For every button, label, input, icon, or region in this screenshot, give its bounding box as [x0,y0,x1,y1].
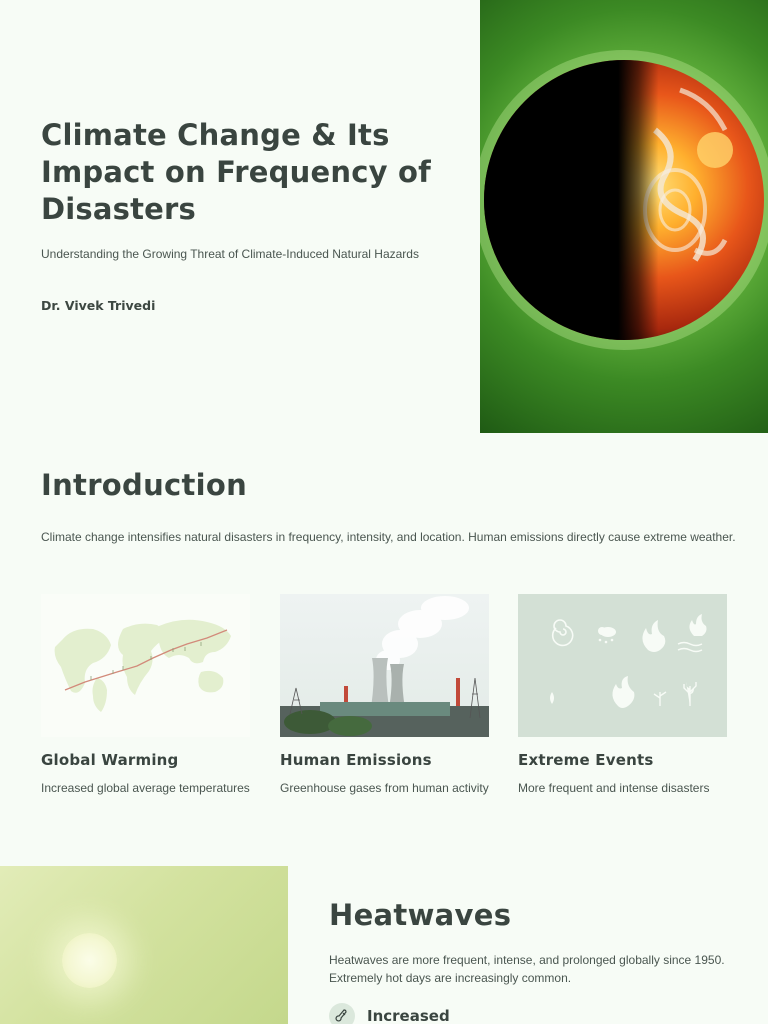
power-plant-image [280,594,489,737]
card-description: More frequent and intense disasters [518,781,710,795]
page-subtitle: Understanding the Growing Threat of Climate-Induced Natural Hazards [41,247,419,261]
heatwaves-item [329,1003,450,1024]
world-map-trend-image [41,594,250,737]
card-title: Extreme Events [518,751,654,769]
heatwaves-text: Heatwaves are more frequent, intense, and prolonged globally since 1950. Extremely hot days are increasingly common. [329,953,725,985]
card-human-emissions [280,594,489,795]
hero-earth-image [480,0,768,433]
card-title: Human Emissions [280,751,432,769]
hero-section [0,0,768,433]
thermometer-icon [329,1003,355,1024]
disaster-symbols-image [518,594,727,737]
heatwaves-item-label: Increased [367,1007,450,1024]
heatwaves-heading: Heatwaves [329,898,512,932]
card-description: Greenhouse gases from human activity [280,781,489,795]
card-title: Global Warming [41,751,179,769]
page-title: Climate Change & Its Impact on Frequency of Disasters [41,118,431,226]
card-global-warming [41,594,250,795]
sun-haze-image [0,866,288,1024]
introduction-heading: Introduction [41,468,248,502]
card-description: Increased global average temperatures [41,781,250,795]
introduction-text: Climate change intensifies natural disasters in frequency, intensity, and location. Human emissions directly cause extreme weather. [41,530,736,544]
card-extreme-events [518,594,727,795]
sun-icon [62,933,117,988]
author-name: Dr. Vivek Trivedi [41,298,156,313]
